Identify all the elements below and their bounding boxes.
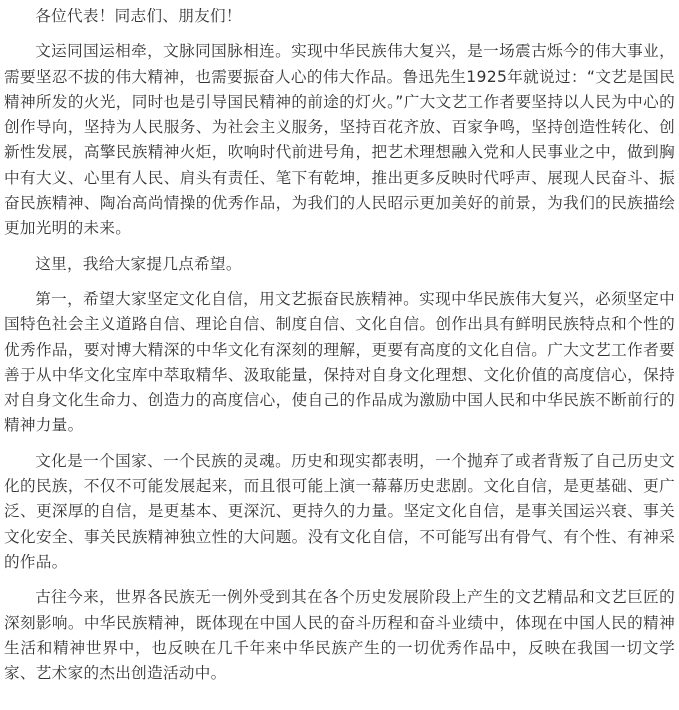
paragraph-national-spirit: 古往今来，世界各民族无一例外受到其在各个历史发展阶段上产生的文艺精品和文艺巨匠的深刻影响。中华民族精神，既体现在中国人民的奋斗历程和奋斗业绩中，体现在中国人民的精神生活和精神世界中，也反映在几千年来中华民族产生的一切优秀作品中，反映在我国一切文学家、艺术家的杰出创造活动中。 bbox=[4, 588, 675, 683]
paragraph-cultural-destiny: 文运同国运相牵，文脉同国脉相连。实现中华民族伟大复兴，是一场震古烁今的伟大事业，需要坚忍不拔的伟大精神，也需要振奋人心的伟大作品。鲁迅先生1925年就说过：“文艺是国民精神所发的火光，同时也是引导国民精神的前途的灯火。”广大文艺工作者要坚持以人民为中心的创作导向，坚持为人民服务、为社会主义服务，坚持百花齐放、百家争鸣，坚持创造性转化、创新性发展，高擎民族精神火炬，吹响时代前进号角，把艺术理想融入党和人民事业之中，做到胸中有大义、心里有人民、肩头有责任、笔下有乾坤，推出更多反映时代呼声、展现人民奋斗、振奋民族精神、陶冶高尚情操的优秀作品，为我们的人民昭示更加美好的前景，为我们的民族描绘更加光明的未来。 bbox=[4, 42, 675, 238]
greeting: 各位代表！同志们、朋友们！ bbox=[35, 7, 242, 25]
paragraph-first-hope: 第一，希望大家坚定文化自信，用文艺振奋民族精神。实现中华民族伟大复兴，必须坚定中国特色社会主义道路自信、理论自信、制度自信、文化自信。创作出具有鲜明民族特点和个性的优秀作品，要对博大精深的中华文化有深刻的理解，更要有高度的文化自信。广大文艺工作者要善于从中华文化宝库中萃取精华、汲取能量，保持对自身文化理想、文化价值的高度信心，保持对自身文化生命力、创造力的高度信心，使自己的作品成为激励中国人民和中华民族不断前行的精神力量。 bbox=[4, 289, 675, 435]
paragraph-culture-soul: 文化是一个国家、一个民族的灵魂。历史和现实都表明，一个抛弃了或者背叛了自己历史文化的民族，不仅不可能发展起来，而且很可能上演一幕幕历史悲剧。文化自信，是更基础、更广泛、更深厚的自信，是更基本、更深沉、更持久的力量。坚定文化自信，是事关国运兴衰、事关文化安全、事关民族精神独立性的大问题。没有文化自信，不可能写出有骨气、有个性、有神采的作品。 bbox=[4, 451, 675, 571]
paragraph-hopes-intro: 这里，我给大家提几点希望。 bbox=[35, 254, 242, 273]
